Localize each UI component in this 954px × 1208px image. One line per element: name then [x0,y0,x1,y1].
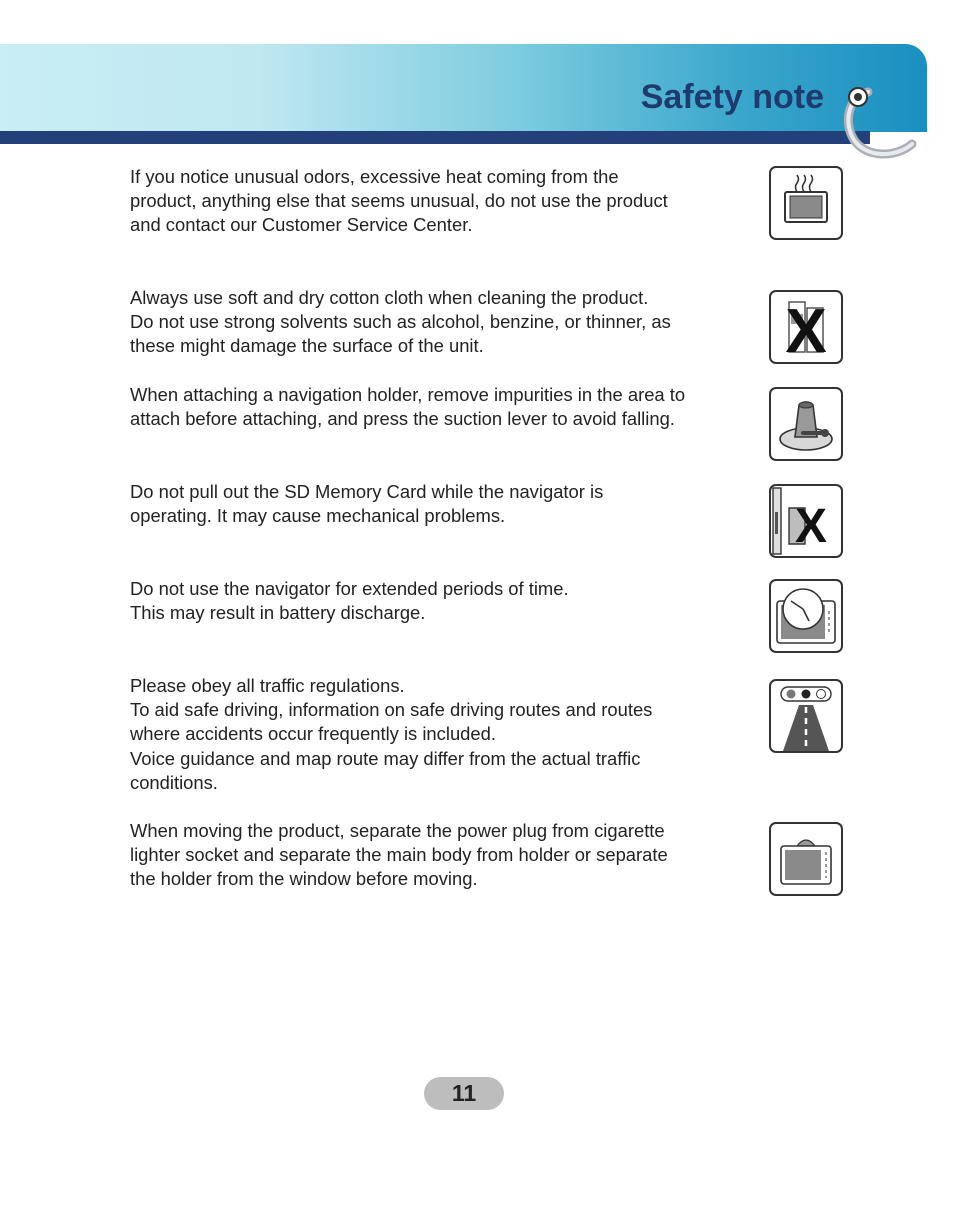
item-line: the holder from the window before moving. [130,868,478,890]
swirl-decoration-icon [834,82,919,162]
svg-text:X: X [794,500,828,553]
safety-item-extended-use [130,577,750,625]
item-line: Do not use the navigator for extended periods of time. [130,578,569,599]
item-line: Voice guidance and map route may differ from the actual traffic [130,747,641,769]
item-line: Always use soft and dry cotton cloth when cleaning the product. [130,287,649,308]
safety-item-holder [130,383,750,431]
item-line: If you notice unusual odors, excessive heat coming from the [130,166,619,187]
item-line: Please obey all traffic regulations. [130,675,405,696]
item-line: product, anything else that seems unusual, do not use the product [130,190,668,212]
item-line: conditions. [130,771,218,793]
suction-holder-icon [769,387,843,461]
safety-item-cleaning [130,286,750,359]
item-line: these might damage the surface of the unit. [130,335,484,357]
header-underline [0,131,870,144]
page-number: 11 [424,1077,504,1110]
navigator-device-icon [769,822,843,896]
safety-item-sd-card [130,480,750,528]
item-line: Do not pull out the SD Memory Card while the navigator is [130,481,604,502]
item-line: When attaching a navigation holder, remove impurities in the area to [130,384,686,405]
item-line: Do not use strong solvents such as alcohol, benzine, or thinner, as [130,311,671,333]
item-line: operating. It may cause mechanical problems. [130,505,506,527]
item-line: This may result in battery discharge. [130,602,426,624]
safety-item-moving [130,819,750,892]
item-line: To aid safe driving, information on safe driving routes and routes [130,699,653,721]
page-title: Safety note [640,78,824,116]
clock-device-icon [769,579,843,653]
safety-item-odors [130,165,750,238]
overheating-device-icon [769,166,843,240]
traffic-light-road-icon [769,679,843,753]
item-line: When moving the product, separate the power plug from cigarette [130,820,665,841]
item-line: and contact our Customer Service Center. [130,214,473,236]
item-line: attach before attaching, and press the suction lever to avoid falling. [130,408,675,430]
no-sd-card-removal-icon [769,484,843,558]
item-line: where accidents occur frequently is included. [130,723,496,745]
item-line: lighter socket and separate the main body from holder or separate [130,844,668,866]
svg-text:X: X [785,297,827,362]
no-solvent-icon [769,290,843,364]
safety-item-traffic [130,674,750,795]
